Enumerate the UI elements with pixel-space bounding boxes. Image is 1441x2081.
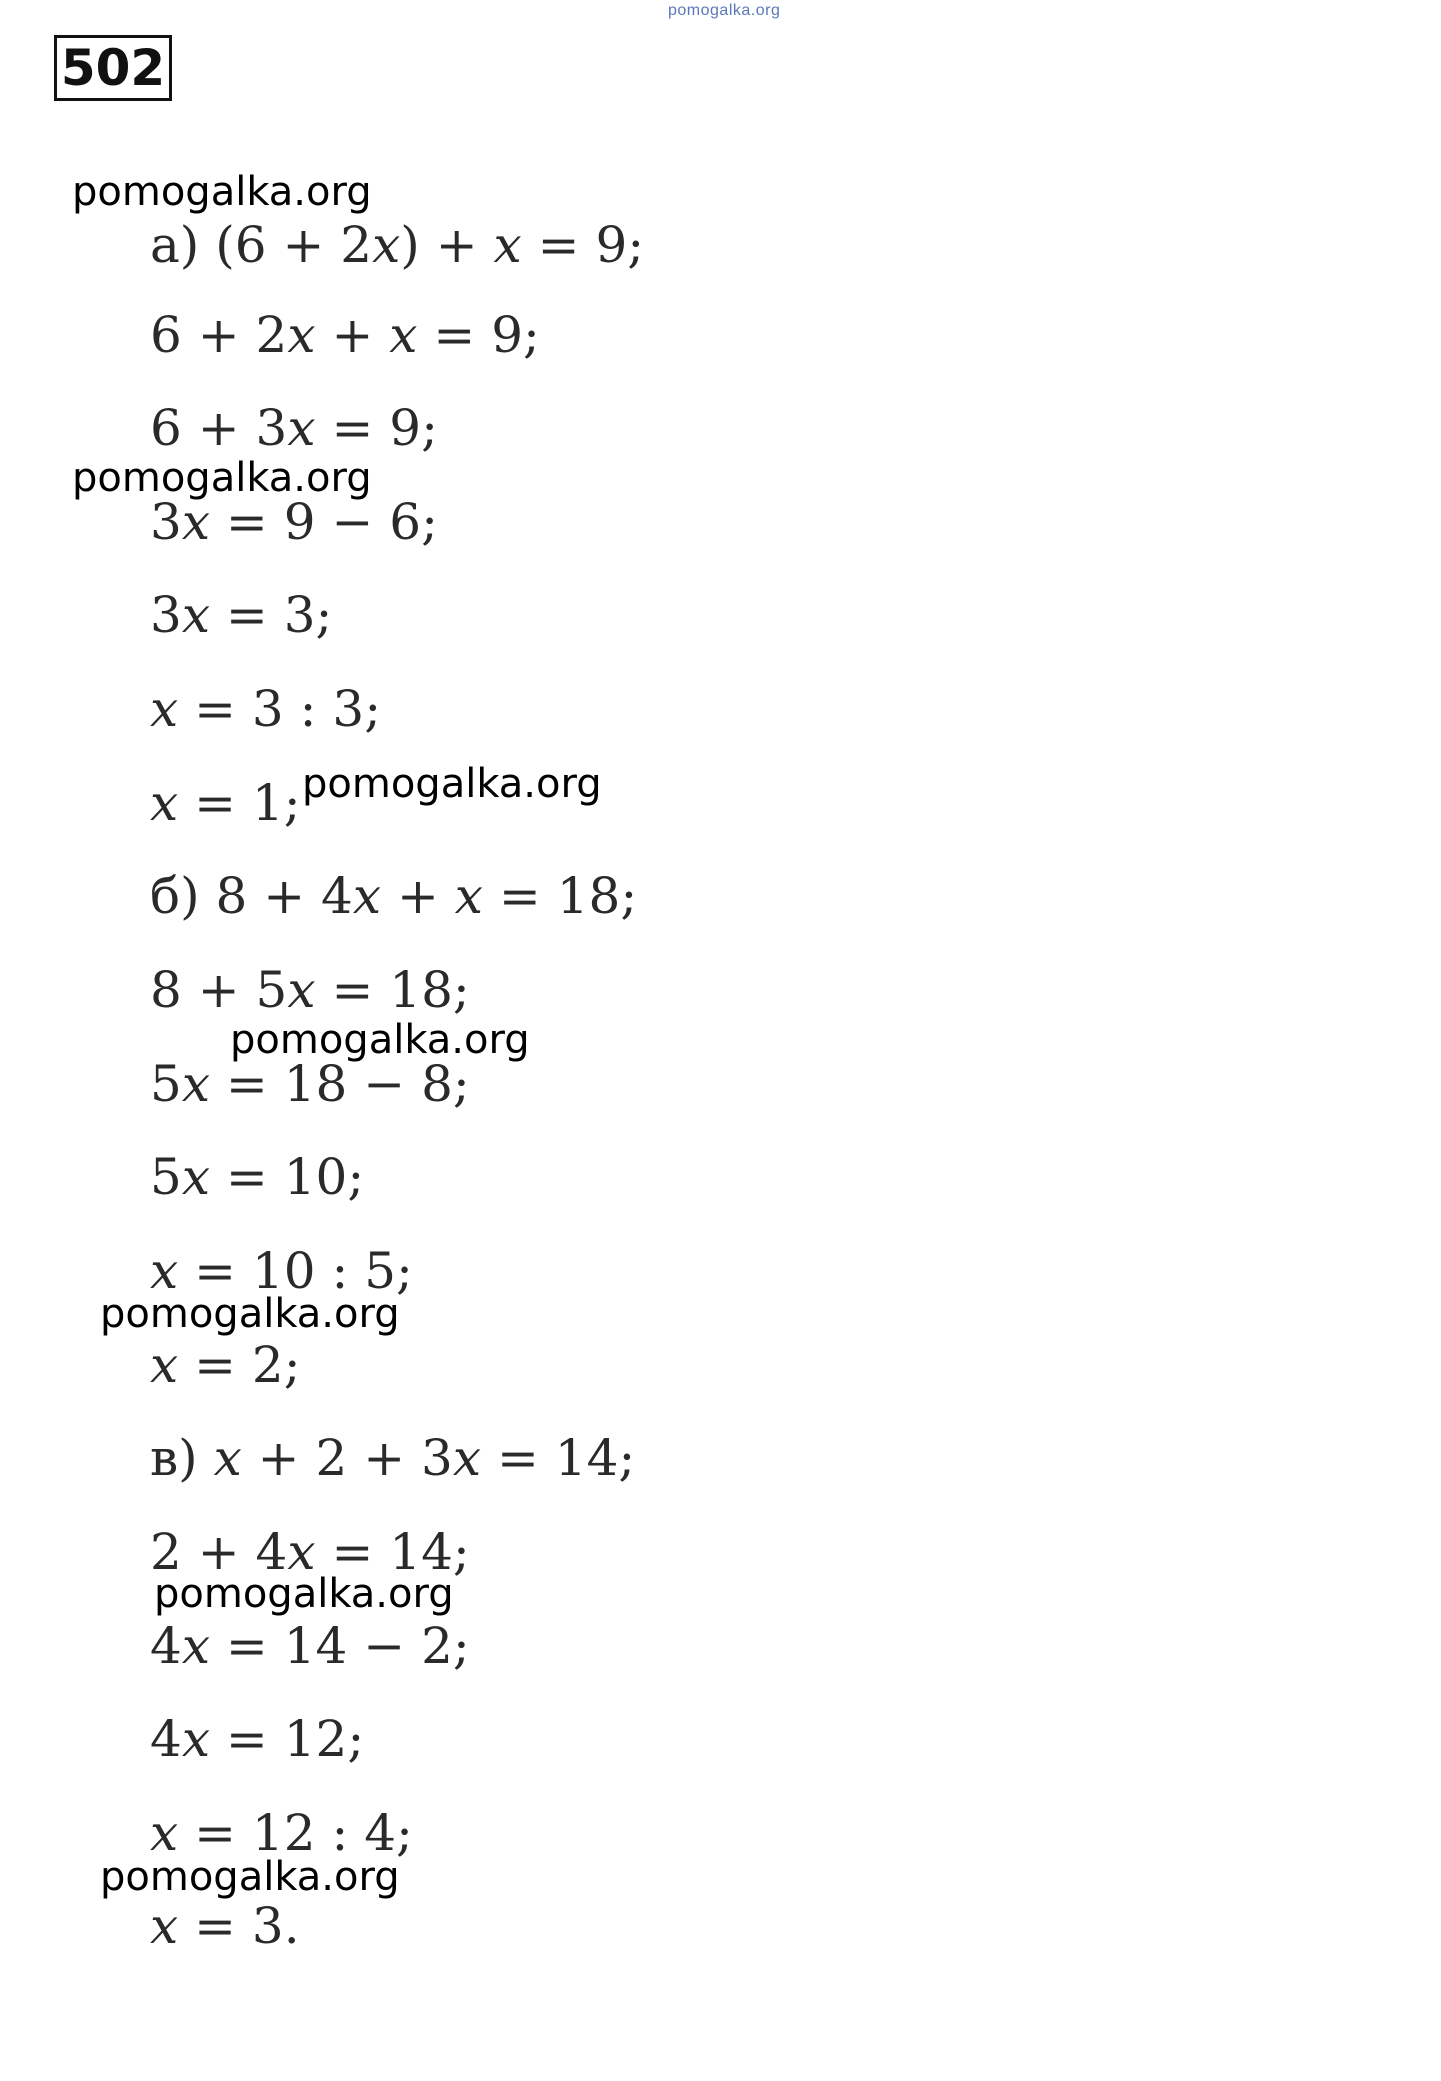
equation: 8 + 5x = 18; bbox=[150, 961, 470, 1019]
watermark: pomogalka.org bbox=[100, 1291, 400, 1337]
equation: x = 10 : 5; bbox=[150, 1242, 413, 1300]
solution-line bbox=[150, 866, 637, 926]
watermark: pomogalka.org bbox=[302, 761, 602, 807]
watermark: pomogalka.org bbox=[72, 455, 372, 501]
equation: 4x = 14 − 2; bbox=[150, 1617, 470, 1675]
equation: 3x = 9 − 6; bbox=[150, 493, 438, 551]
solution-line bbox=[150, 1147, 364, 1207]
equation: (6 + 2x) + x = 9; bbox=[215, 216, 645, 274]
problem-number: 502 bbox=[54, 35, 172, 101]
equation: x = 3 : 3; bbox=[150, 680, 382, 738]
equation: x = 12 : 4; bbox=[150, 1804, 413, 1862]
watermark: pomogalka.org bbox=[230, 1017, 530, 1063]
equation: 2 + 4x = 14; bbox=[150, 1523, 470, 1581]
equation: x = 3. bbox=[150, 1897, 300, 1955]
solution-line bbox=[150, 773, 301, 833]
solution-line bbox=[150, 679, 381, 739]
equation: x + 2 + 3x = 14; bbox=[213, 1429, 636, 1487]
solution-line bbox=[150, 1709, 364, 1769]
part-label: а) bbox=[150, 216, 216, 274]
equation: 5x = 10; bbox=[150, 1148, 365, 1206]
equation: x = 1; bbox=[150, 774, 301, 832]
equation: 6 + 3x = 9; bbox=[150, 399, 438, 457]
solution-line bbox=[150, 1335, 301, 1395]
top-watermark: pomogalka.org bbox=[668, 2, 781, 19]
part-label: в) bbox=[150, 1429, 214, 1487]
watermark: pomogalka.org bbox=[100, 1854, 400, 1900]
equation: 6 + 2x + x = 9; bbox=[150, 306, 540, 364]
part-label: б) bbox=[150, 867, 216, 925]
solution-line bbox=[150, 1428, 635, 1488]
watermark: pomogalka.org bbox=[72, 169, 372, 215]
solution-line bbox=[150, 1896, 300, 1956]
solution-line bbox=[150, 215, 644, 275]
solution-line bbox=[150, 305, 540, 365]
equation: 8 + 4x + x = 18; bbox=[215, 867, 638, 925]
solution-line bbox=[150, 960, 470, 1020]
equation: 4x = 12; bbox=[150, 1710, 365, 1768]
equation: 3x = 3; bbox=[150, 586, 333, 644]
equation: x = 2; bbox=[150, 1336, 301, 1394]
solution-line bbox=[150, 1616, 470, 1676]
equation: 5x = 18 − 8; bbox=[150, 1055, 470, 1113]
solution-line bbox=[150, 398, 438, 458]
watermark: pomogalka.org bbox=[154, 1571, 454, 1617]
solution-line bbox=[150, 585, 332, 645]
